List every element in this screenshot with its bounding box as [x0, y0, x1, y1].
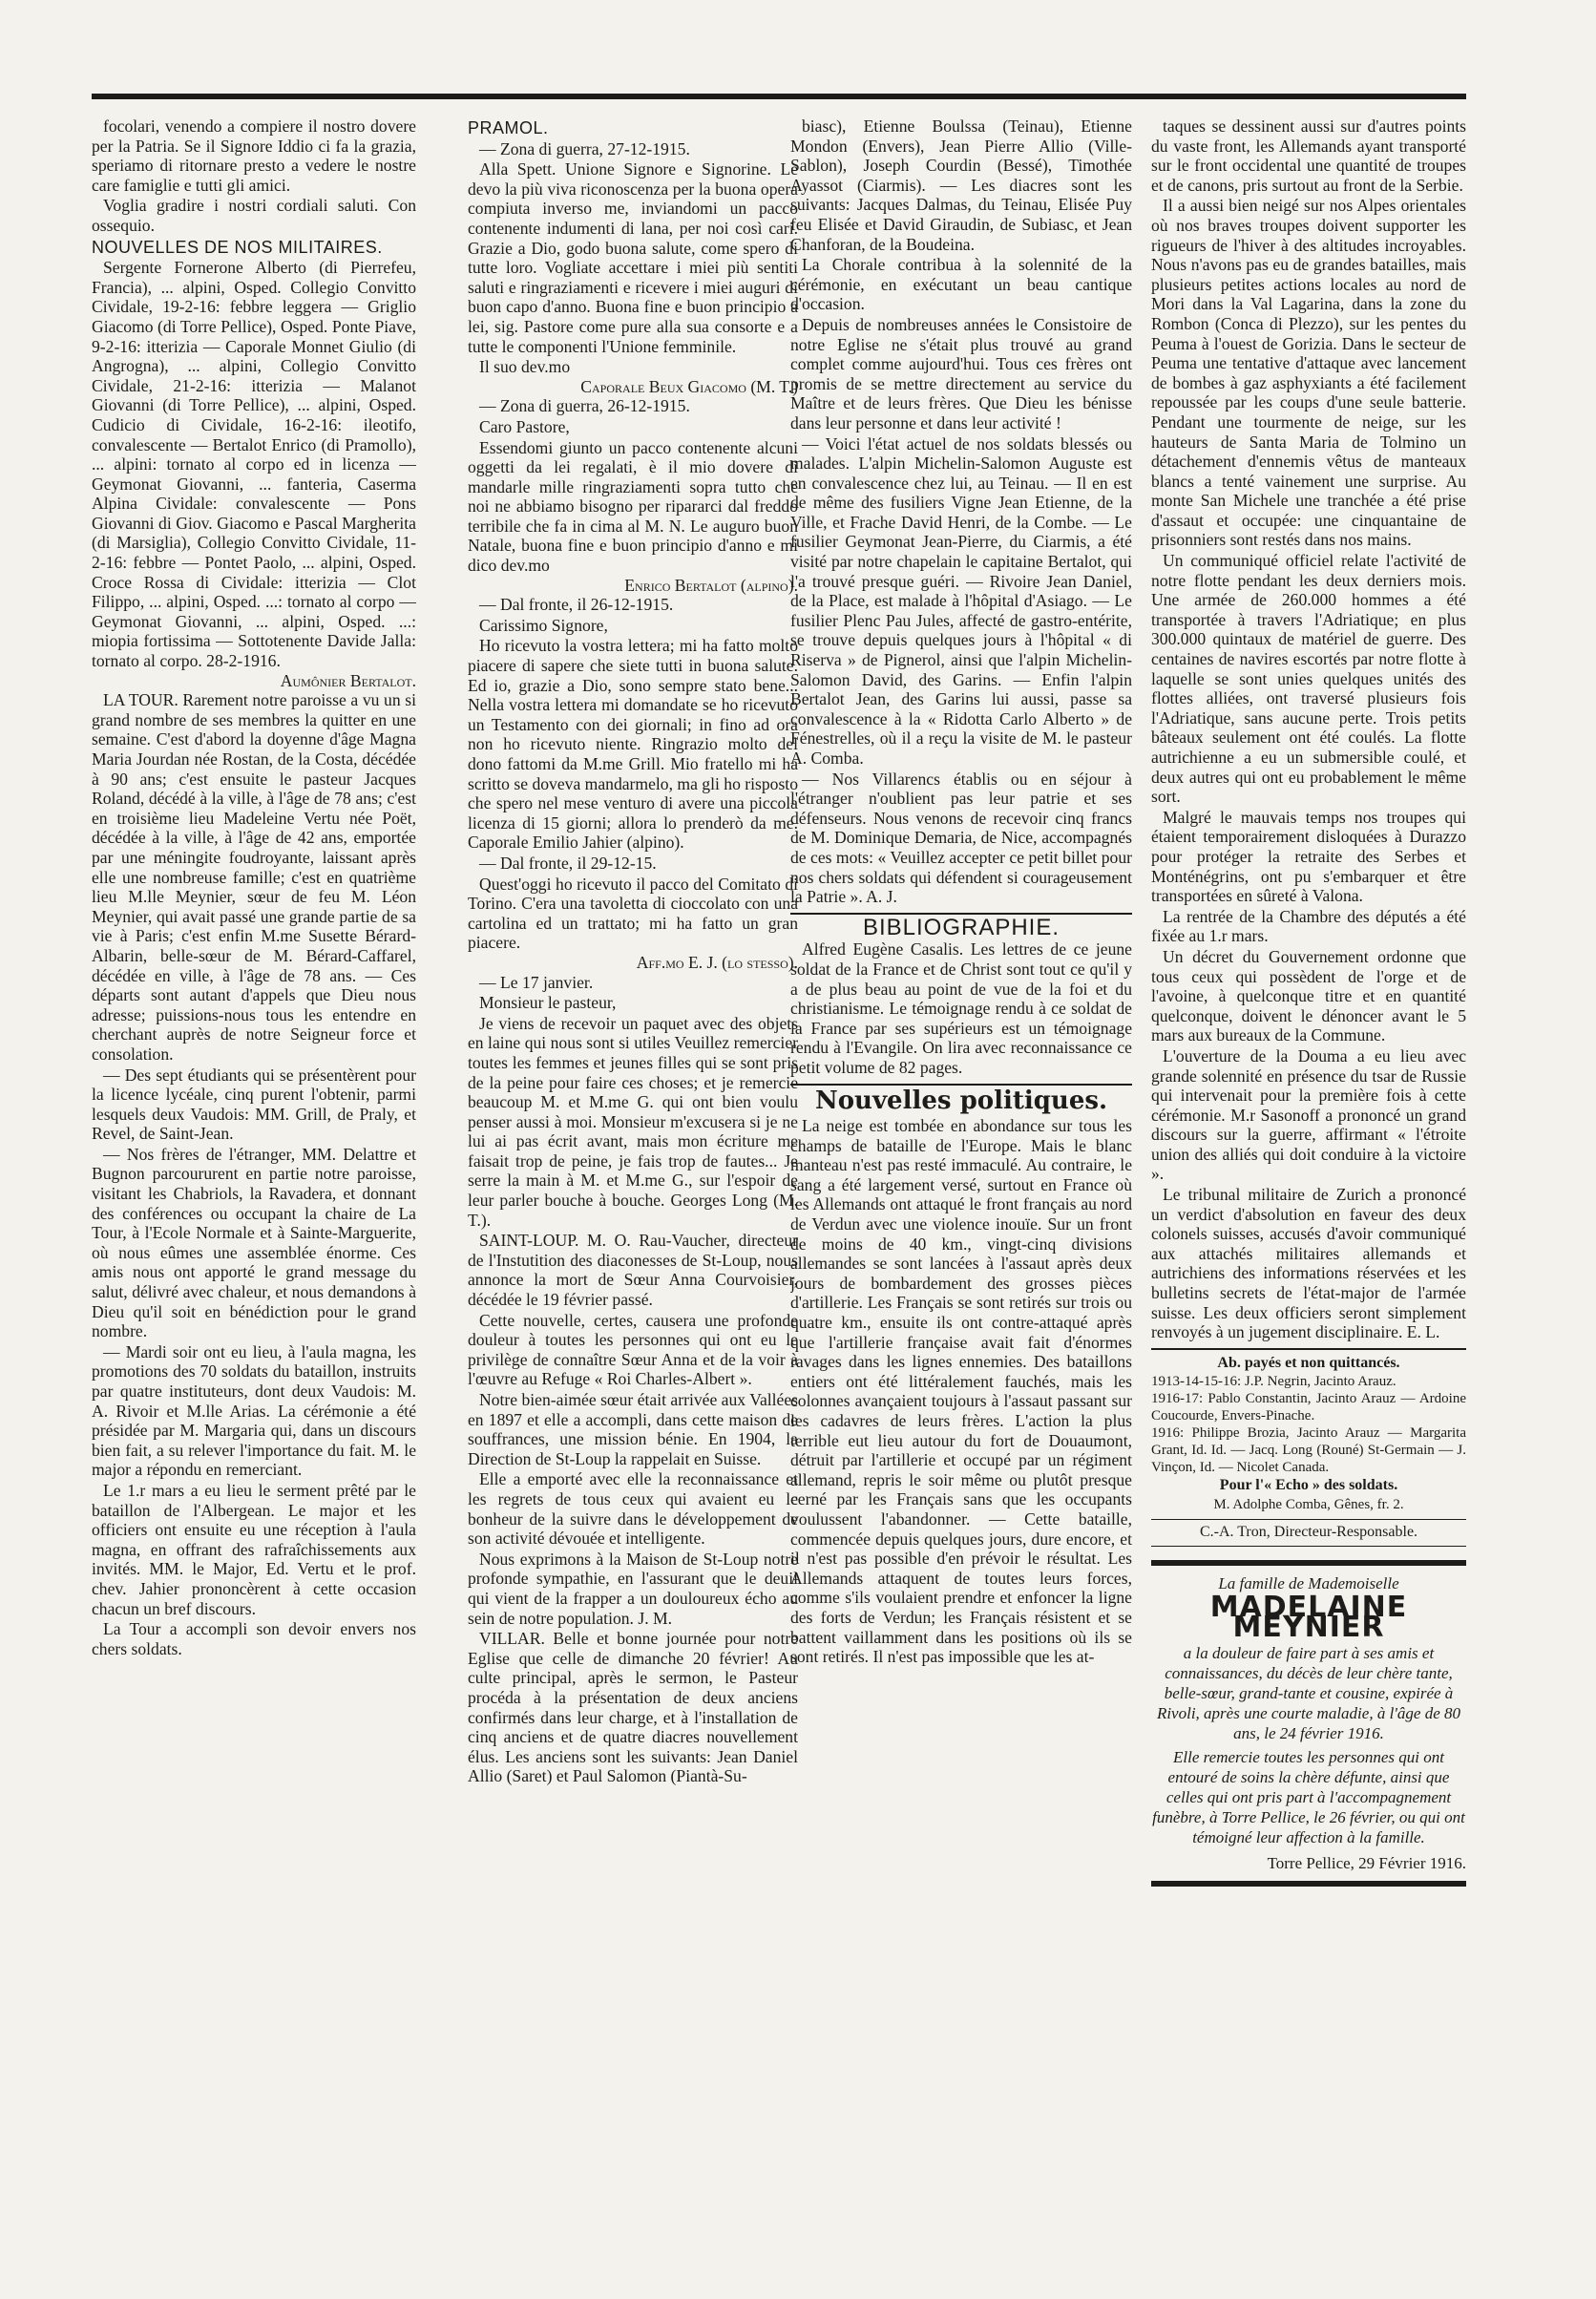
paragraph: — Mardi soir ont eu lieu, à l'aula magna, les promotions des 70 soldats du bataillon, instruits par quatre instituteurs, dont deux Vaudois: M. A. Rivoir et M.lle Arias. La cérémonie a été présidée par M. Margaria qui, dans un discours bien fait, a su relever l'importance du fait. M. le major a répondu en remerciant.: [92, 1341, 416, 1480]
paragraph: Le 1.r mars a eu lieu le serment prêté par le bataillon de l'Albergean. Le major et les officiers ont ensuite eu une réception à l'aula magna, en offrant des rafraîchissements aux invités. MM. le Major, Ed. Vertu et le prof. chev. Jahier prononcèrent à cette occasion chacun un bref discours.: [92, 1480, 416, 1618]
paragraph: L'ouverture de la Douma a eu lieu avec grande solennité en présence du tsar de Russie qui intervenait pour la première fois à cette cérémonie. M.r Sasonoff a prononcé un grand discours sur la guerre, affirmant « l'étroite union des alliés qui doit conduire à la victoire ».: [1151, 1045, 1466, 1184]
paragraph: — Zona di guerra, 27-12-1915.: [479, 138, 690, 158]
politics-title: Nouvelles politiques.: [814, 1086, 1108, 1115]
paragraph: taques se dessinent aussi sur d'autres points du vaste front, les Allemands ayant transporté sur le front occidental une quantité de troupes et de canons, pris surtout au front de la Serbie.: [1151, 116, 1466, 195]
column-1: [92, 116, 416, 2226]
echo-line: M. Adolphe Comba, Gênes, fr. 2.: [1213, 1497, 1404, 1512]
column-4: [1151, 116, 1466, 2226]
newspaper-page: [92, 94, 1466, 2232]
section-heading: NOUVELLES DE NOS MILITAIRES.: [92, 237, 383, 257]
obituary-intro: La famille de Mademoiselle: [1218, 1573, 1399, 1592]
subscriptions-title: Ab. payés et non quittancés.: [1217, 1354, 1400, 1371]
column-3: [790, 116, 1132, 2226]
paragraph: Essendomi giunto un pacco contenente alcuni oggetti da lei regalati, è il mio dovere di mandarle mille ringraziamenti sopra tutto che noi ne abbiamo bisogno per ripararci dal freddo terribile che fa in cima al M. N. Le auguro buon Natale, buona fine e buon principio d'anno e mi dico dev.mo: [468, 437, 798, 576]
paragraph: Voglia gradire i nostri cordiali saluti. Con ossequio.: [92, 196, 416, 235]
signature: Enrico Bertalot (alpino).: [624, 575, 798, 595]
paragraph: Notre bien-aimée sœur était arrivée aux Vallées en 1897 et elle a accompli, dans cette maison de souffrances, une mission bénie. En 1904, la Direction de St-Loup la rappelait en Suisse.: [468, 1390, 798, 1468]
signature: Caporale Beux Giacomo (M. T.): [580, 376, 798, 396]
paragraph: La rentrée de la Chambre des députés a été fixée au 1.r mars.: [1151, 906, 1466, 946]
paragraph: Un décret du Gouvernement ordonne que tous ceux qui possèdent de l'orge et de l'avoine, à quelconque titre et en quantité quelconque, doivent le dénoncer avant le 5 mars aux bureaux de la Commune.: [1151, 946, 1466, 1045]
paragraph: biasc), Etienne Boulssa (Teinau), Etienne Mondon (Envers), Jean Pierre Allio (Ville-Sablon), Joseph Courdin (Bessé), Timothée Ayassot (Ciarmis). — Les diacres sont les suivants: Jacques Dalmas, du Teinau, Elisée Puy feu Elisée et David Giraudin, de Subiasc, et Jean Chanforan, de la Boudeina.: [790, 116, 1132, 254]
paragraph: — Le 17 janvier.: [479, 972, 594, 992]
paragraph: Il a aussi bien neigé sur nos Alpes orientales où nos braves troupes doivent supporter les rigueurs de l'hiver à des altitudes incroyables. Nous n'avons pas eu de grandes batailles, mais plusieurs petites actions locales au nord de Mori dans la Val Lagarina, dans la zone du Rombon (Conca di Plezzo), sur les pentes du Peuma à l'ouest de Gorizia. Dans le secteur de Peuma une tentative d'attaque avec lancement de bombes à gaz asphyxiants a été facilement repoussée par les coups d'une seule batterie. Pendant une tourmente de neige, sur les hauteurs de Santa Maria de Tolmino un détachement d'ennemis vêtus de manteaux blancs a tenté vainement une surprise. Au monte San Michele une tranchée a été prise d'assaut et occupée: une cinquantaine de prisonniers sont restés dans nos mains.: [1151, 196, 1466, 550]
paragraph: Malgré le mauvais temps nos troupes qui étaient temporairement disloquées à Durazzo pour protéger la retraite des Serbes et Monténégrins, ont pu s'embarquer et être transportées en sûreté à Valona.: [1151, 807, 1466, 906]
obituary-notice: [1151, 1560, 1466, 1887]
paragraph: — Zona di guerra, 26-12-1915.: [479, 396, 690, 416]
paragraph: — Dal fronte, il 26-12-1915.: [479, 595, 674, 615]
subscription-line: 1916-17: Pablo Constantin, Jacinto Arauz — Ardoine Coucourde, Envers-Pinache.: [1151, 1391, 1466, 1424]
paragraph: — Nos frères de l'étranger, MM. Delattre et Bugnon parcoururent en partie notre paroisse, visitant les Chabriols, la Ravadera, et donnant des conférences ou occupant la chaire de La Tour, à l'Ecole Normale et à Sainte-Marguerite, où nous eûmes une assemblée énorme. Ces amis nous ont apporté le grand message du salut, délivré avec chaleur, et nous demandons à Dieu qu'il soit en bénédiction pour le grand nombre.: [92, 1144, 416, 1341]
bibliography-title: BIBLIOGRAPHIE.: [862, 914, 1060, 940]
paragraph: Il suo dev.mo: [479, 357, 571, 377]
divider: [790, 1084, 1132, 1086]
paragraph: — Voici l'état actuel de nos soldats blessés ou malades. L'alpin Michelin-Salomon Auguste est en convalescence chez lui, au Teinau. — Il en est de même des fusiliers Vigne Jean Etienne, de la Ville, et Frache David Henri, de la Combe. — Le fusilier Geymonat Jean-Pierre, du Ciarmis, a été visité par notre chapelain le capitaine Bertalot, qui l'a trouvé presque guéri. — Rivoire Jean Daniel, de la Place, est malade à l'hôpital d'Asiago. — Le fusilier Plenc Pau Jules, affecté de gastro-entérite, se trouve depuis quelques jours à l'hôpital « di Riserva » de Pignerol, ainsi que l'alpin Michelin-Salomon David, des Garins. — Enfin l'alpin Bertalot Jean, des Garins lui aussi, passe sa convalescence à la « Ridotta Carlo Alberto » de Fénestrelles, où il a reçu la visite de M. le pasteur A. Comba.: [790, 433, 1132, 768]
paragraph: La Tour a accompli son devoir envers nos chers soldats.: [92, 1619, 416, 1658]
column-2: [468, 116, 798, 2226]
paragraph: Nous exprimons à la Maison de St-Loup notre profonde sympathie, en l'assurant que le deuil qui vient de la frapper a un douloureux écho au sein de notre population. J. M.: [468, 1549, 798, 1628]
paragraph: — Nos Villarencs établis ou en séjour à l'étranger n'oublient pas leur patrie et ses défenseurs. Nous venons de recevoir cinq francs de M. Dominique Demaria, de Nice, accompagnés de ces mots: « Veuillez accepter ce petit billet pour nos chers soldats qui défendent si courageusement la Patrie ». A. J.: [790, 769, 1132, 907]
echo-title: Pour l'« Echo » des soldats.: [1219, 1477, 1398, 1494]
paragraph: Alla Spett. Unione Signore e Signorine. Le devo la più viva riconoscenza per la buona opera compiuta inverso me, inviandomi un pacco contenente indumenti di lana, per noi così cari. Grazie a Dio, godo buona salute, come spero di tutte loro. Vogliate accettare i miei più sentiti saluti e ringraziamenti e ricevere i miei auguri di buon capo d'anno. Buona fine e buon principio a lei, sig. Pastore come pure alla sua consorte e a tutte le componenti l'Unione femminile.: [468, 159, 798, 356]
subscription-line: 1916: Philippe Brozia, Jacinto Arauz — Margarita Grant, Id. Id. — Jacq. Long (Rouné) St-Germain — J. Vinçon, Id. — Nicolet Canada.: [1151, 1425, 1466, 1476]
paragraph: Le tribunal militaire de Zurich a prononcé un verdict d'absolution en faveur des deux colonels suisses, accusés d'avoir communiqué aux attachés militaires allemands et autrichiens des informations réservées et les bulletins secrets de l'état-major de l'armée suisse. Les deux officiers seront simplement renvoyés à un jugement disciplinaire. E. L.: [1151, 1185, 1466, 1342]
signature: Aff.mo E. J. (lo stesso).: [636, 952, 798, 972]
bibliography-text: Alfred Eugène Casalis. Les lettres de ce jeune soldat de la France et de Christ sont tout ce qu'il y a de plus beau au point de vue de la foi et du christianisme. Le témoignage rendu à ce soldat de la France par ses supérieurs est un témoignage rendu à l'Evangile. On lira avec reconnaissance ce petit volume de 82 pages.: [790, 939, 1132, 1077]
paragraph: La Chorale contribua à la solennité de la cérémonie, en exécutant un beau cantique d'occasion.: [790, 255, 1132, 314]
paragraph: Je viens de recevoir un paquet avec des objets en laine qui nous sont si utiles Veuillez remercier toutes les femmes et jeunes filles qui se sont pris de la peine pour faire ces choses; et je remercie beaucoup M. et M.me G. qui ont bien voulu penser aussi à moi. Monsieur m'excusera si je ne lui ai pas écrit avant, mais mon écriture me faisait trop de peine, je fais trop de fautes... Je serre la main à M. et M.me G., sur l'espoir de leur parler bouche à bouche. Georges Long (M. T.).: [468, 1013, 798, 1230]
paragraph: VILLAR. Belle et bonne journée pour notre Eglise que celle de dimanche 20 février! Au culte principal, après le sermon, le Pasteur procéda à la présentation de deux anciens confirmés dans leur charge, et à l'installation de cinq anciens et de quatre diacres nouvellement élus. Les anciens sont les suivants: Jean Daniel Allio (Saret) et Paul Salomon (Piantà-Su-: [468, 1629, 798, 1786]
paragraph: Carissimo Signore,: [479, 615, 608, 635]
paragraph: Quest'oggi ho ricevuto il pacco del Comitato di Torino. C'era una tavoletta di cioccolato con una cartolina ed un trattato; mi ha fatto un gran piacere.: [468, 874, 798, 953]
paragraph: Elle a emporté avec elle la reconnaissance et les regrets de tous ceux qui avaient eu le bonheur de la suivre dans le développement de son activité dévouée et intelligente.: [468, 1469, 798, 1549]
obituary-text: a la douleur de faire part à ses amis et connaissances, du décès de leur chère tante, belle-sœur, grand-tante et cousine, expirée à Rivoli, après une courte maladie, à l'âge de 80 ans, le 24 février 1916.: [1156, 1643, 1461, 1742]
paragraph: Depuis de nombreuses années le Consistoire de notre Eglise ne s'était plus trouvé au grand complet comme aujourd'hui. Tous ces frères ont promis de se mettre directement au service du Maître et de leurs frères. Que Dieu les bénisse dans leur personne et dans leur activité !: [790, 314, 1132, 432]
divider: [1151, 1348, 1466, 1350]
paragraph: La neige est tombée en abondance sur tous les champs de bataille de l'Europe. Mais le blanc manteau n'est pas resté immaculé. Au contraire, le sang a été largement versé, surtout en France où les Allemands ont attaqué le front français au nord de Verdun avec une violence inouïe. Sur un front de moins de 40 km., vingt-cinq divisions allemandes se sont lancées à l'assaut après deux jours de bombardement des grosses pièces d'artillerie. Les Français se sont retirés sur trois ou quatre km., ensuite ils ont contre-attaqué après que l'artillerie française avait fait d'énormes ravages dans les lignes ennemies. Des bataillons entiers ont été littéralement fauchés, mais les colonnes avançaient toujours à l'assaut passant sur les cadavres de leurs frères. L'action la plus terrible eut lieu autour du fort de Douaumont, détruit par l'artillerie et occupé par un régiment allemand, repris le soir même ou plutôt presque cerné par les Français sans que les occupants voulussent l'abandonner. — Cette bataille, commencée depuis quelques jours, dure encore, et il n'est pas possible d'en prévoir le résultat. Les Allemands attaquent de toutes leurs forces, comme s'ils voulaient prendre et enfoncer la ligne des forts de Verdun; les Français résistent et se battent vaillamment dans les positions où ils se sont retirés. Il n'est pas impossible que les at-: [790, 1116, 1132, 1667]
section-heading: PRAMOL.: [468, 118, 549, 137]
subscription-line: 1913-14-15-16: J.P. Negrin, Jacinto Arauz.: [1151, 1374, 1396, 1390]
deceased-name: MADELAINE MEYNIER: [1209, 1590, 1408, 1644]
signature: Aumônier Bertalot.: [280, 670, 416, 690]
paragraph: Un communiqué officiel relate l'activité de notre flotte pendant les deux derniers mois. Une armée de 260.000 hommes a été transportée à travers l'Adriatique; en plus 300.000 quintaux de matériel de guerre. Des centaines de navires escortés par notre flotte à laquelle se sont unies quelques unités des flottes alliées, ont traversé plusieurs fois l'Adriatique, sans aucune perte. Trois petits bâteaux seulement ont été coulés. La flotte autrichienne a eu un submersible coulé, et deux autres qui ont eu probablement le même sort.: [1151, 551, 1466, 807]
paragraph: Ho ricevuto la vostra lettera; mi ha fatto molto piacere di sapere che siete tutti in buona salute. Ed io, grazie a Dio, sono sempre stato bene... Nella vostra lettera mi domandate se ho ricevuto un Testamento con dei giornali; in fino ad ora non ho ricevuto niente. Ringrazio molto del dono fattomi da M.me Grill. Mio fratello mi ha scritto se doveva mandarmelo, ma gli ho risposto che spero nel mese venturo di avere una piccola licenza di 15 giorni; allora lo prenderò da me. Caporale Emilio Jahier (alpino).: [468, 636, 798, 853]
obituary-date: Torre Pellice, 29 Février 1916.: [1267, 1853, 1466, 1872]
paragraph: — Des sept étudiants qui se présentèrent pour la licence lycéale, cinq purent l'obtenir, parmi lesquels deux Vaudois: MM. Grill, de Praly, et Revel, de Saint-Jean.: [92, 1065, 416, 1144]
paragraph: focolari, venendo a compiere il nostro dovere per la Patria. Se il Signore Iddio ci fa la grazia, speriamo di ritornare presto a vedere le nostre care famiglie e tutti gli amici.: [92, 116, 416, 195]
paragraph: — Dal fronte, il 29-12-15.: [479, 853, 657, 873]
paragraph: Caro Pastore,: [479, 416, 570, 436]
top-rule: [92, 94, 1466, 99]
paragraph: Monsieur le pasteur,: [479, 993, 617, 1013]
paragraph: Cette nouvelle, certes, causera une profonde douleur à toutes les personnes qui ont eu le privilège de connaître Sœur Anna et de la voir à l'œuvre au Refuge « Roi Charles-Albert ».: [468, 1310, 798, 1389]
obituary-thanks: Elle remercie toutes les personnes qui ont entouré de soins la chère défunte, ainsi que celles qui ont pris part à l'accompagnement funèbre, à Torre Pellice, le 26 février, ou qui ont témoigné leur affection à la famille.: [1152, 1747, 1465, 1846]
paragraph: Sergente Fornerone Alberto (di Pierrefeu, Francia), ... alpini, Osped. Collegio Convitto Cividale, 19-2-16: febbre leggera — Griglio Giacomo (di Torre Pellice), Osped. Ponte Piave, 9-2-16: itterizia — Caporale Monnet Giulio (di Angrogna), ... alpini, Collegio Convitto Cividale, 21-2-16: itterizia — Malanot Giovanni (di Torre Pellice), ... alpini, Osped. Cudicio di Cividale, 16-2-16: ileotifo, convalescente — Bertalot Enrico (di Pramollo), ... alpini: tornato al corpo ed in licenza — Geymonat Giovanni, ... fanteria, Caserma Alpina Cividale: convalescente — Pons Giovanni di Giov. Giacomo e Pascal Margherita (di Marsiglia), Collegio Convitto Cividale, 11-2-16: febbre — Pontet Paolo, ... alpini, Osped. Croce Rossa di Cividale: itterizia — Clot Filippo, ... alpini, Osped. ...: tornato al corpo — Geymonat Giovanni, ... alpini, Osped. ...: miopia fortissima — Sottotenente Davide Jalla: tornato al corpo. 28-2-1916.: [92, 258, 416, 671]
director-line: C.-A. Tron, Directeur-Responsable.: [1151, 1519, 1466, 1547]
paragraph: LA TOUR. Rarement notre paroisse a vu un si grand nombre de ses membres la quitter en une semaine. C'est d'abord la doyenne d'âge Magna Maria Jourdan née Rostan, de la Costa, décédée à 90 ans; c'est ensuite le pasteur Jacques Roland, décédé à la ville, à l'âge de 78 ans; c'est en troisième lieu Madeleine Vertu née Poët, décédée à la ville, à l'âge de 42 ans, emportée par une méningite foudroyante, laissant après elle une nombreuse famille; c'est en quatrième lieu M.lle Meynier, sœur de feu M. Léon Meynier, qui avait passé une grande partie de sa vie à Paris; c'est enfin M.me Susette Bérard-Albarin, belle-sœur de M. Bérard-Caffarel, décédée en ville, à l'âge de 78 ans. — Ces départs sont autant d'appels que Dieu nous adresse; puissions-nous tous les entendre en cherchant auprès de notre Seigneur force et consolation.: [92, 690, 416, 1064]
paragraph: SAINT-LOUP. M. O. Rau-Vaucher, directeur de l'Instutition des diaconesses de St-Loup, nous annonce la mort de Sœur Anna Courvoisier, décédée le 19 février passé.: [468, 1231, 798, 1310]
